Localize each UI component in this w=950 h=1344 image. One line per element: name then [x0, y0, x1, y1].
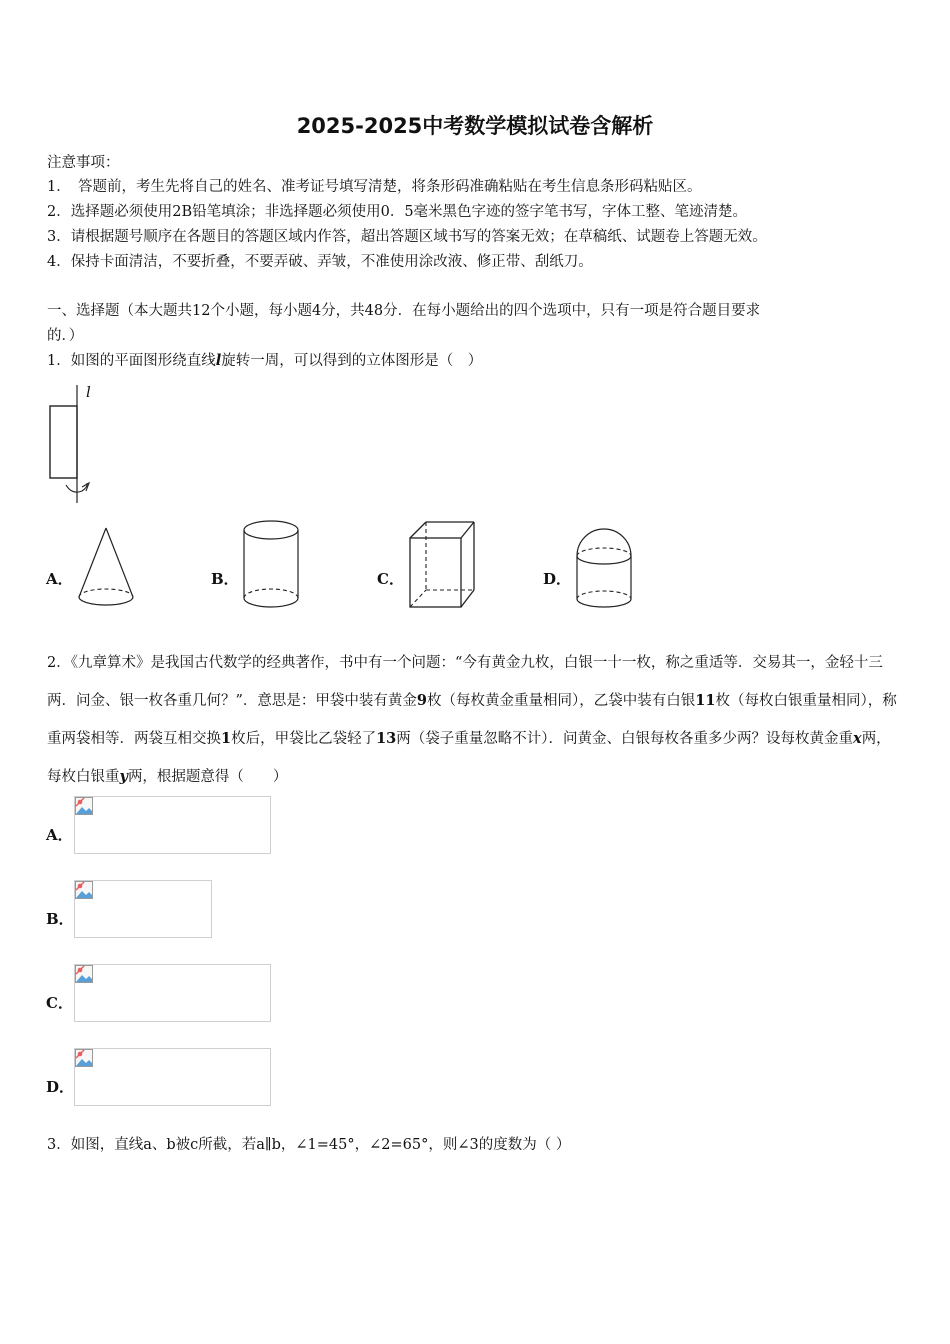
var-x: x: [853, 730, 862, 747]
cylinder-figure[interactable]: [240, 518, 304, 612]
q2-option-a-image[interactable]: [74, 796, 271, 854]
num-13: 13: [376, 730, 397, 747]
q2-option-a-label: A．: [46, 826, 73, 844]
q2-option-c-label: C．: [46, 994, 73, 1012]
question-2-stem: 2．《九章算术》是我国古代数学的经典著作，书中有一个问题：“今有黄金九枚，白银一十一枚，称之重适等．交易其一，金轻十三两．问金、银一枚各重几何？”．意思是：甲袋中装有黄金9枚（每枚黄金重量相同），乙袋中装有白银11枚（每枚白银重量相同），称重两袋相等．两袋互相交换1枚后，甲袋比乙袋轻了13两（袋子重量忽略不计）．问黄金、白银每枚各重多少两？设每枚黄金重x两，每枚白银重y两，根据题意得（ ）: [47, 655, 897, 785]
notice-item: 4．保持卡面清洁，不要折叠，不要弄破、弄皱，不准使用涂改液、修正带、刮纸刀。: [47, 254, 593, 270]
notice-item: 3．请根据题号顺序在各题目的答题区域内作答，超出答题区域书写的答案无效；在草稿纸、试题卷上答题无效。: [47, 229, 767, 245]
q2-option-d-label: D．: [46, 1078, 75, 1096]
question-3-stem: 3．如图，直线a、b被c所截，若a∥b，∠1=45°，∠2=65°，则∠3的度数为（ ）: [47, 1137, 571, 1153]
broken-image-icon: [75, 1049, 93, 1067]
broken-image-icon: [75, 965, 93, 983]
q2-option-d-image[interactable]: [74, 1048, 271, 1106]
broken-image-icon: [75, 797, 93, 815]
var-y: y: [119, 768, 128, 785]
notice-item: 1． 答题前，考生先将自己的姓名、准考证号填写清楚，将条形码准确粘贴在考生信息条形码粘贴区。: [47, 179, 702, 195]
question-1-stem: 1．如图的平面图形绕直线l旋转一周，可以得到的立体图形是（ ）: [47, 352, 483, 369]
num-11: 11: [695, 692, 716, 709]
cylinder-hemisphere-figure[interactable]: [573, 526, 637, 612]
q2-option-b-label: B．: [46, 910, 74, 928]
var-l: l: [215, 352, 222, 369]
section-heading-line1: 一、选择题（本大题共12个小题，每小题4分，共48分．在每小题给出的四个选项中，只有一项是符合题目要求: [47, 303, 761, 319]
num-1: 1: [221, 730, 232, 747]
rotation-figure: [42, 383, 102, 505]
option-d-label: D．: [543, 570, 572, 588]
cone-figure[interactable]: [75, 525, 137, 611]
option-a-label: A．: [46, 570, 73, 588]
num-9: 9: [416, 692, 428, 709]
section-heading-line2: 的．）: [47, 328, 84, 344]
broken-image-icon: [75, 881, 93, 899]
cuboid-figure[interactable]: [406, 518, 478, 612]
option-b-label: B．: [211, 570, 239, 588]
axis-label: l: [86, 383, 91, 401]
q2-option-c-image[interactable]: [74, 964, 271, 1022]
notice-heading: 注意事项：: [47, 155, 120, 171]
q2-option-b-image[interactable]: [74, 880, 212, 938]
page-title: 2025-2025中考数学模拟试卷含解析: [296, 114, 654, 138]
option-c-label: C．: [377, 570, 404, 588]
notice-item: 2．选择题必须使用2B铅笔填涂；非选择题必须使用0．5毫米黑色字迹的签字笔书写，字体工整、笔迹清楚。: [47, 204, 748, 220]
